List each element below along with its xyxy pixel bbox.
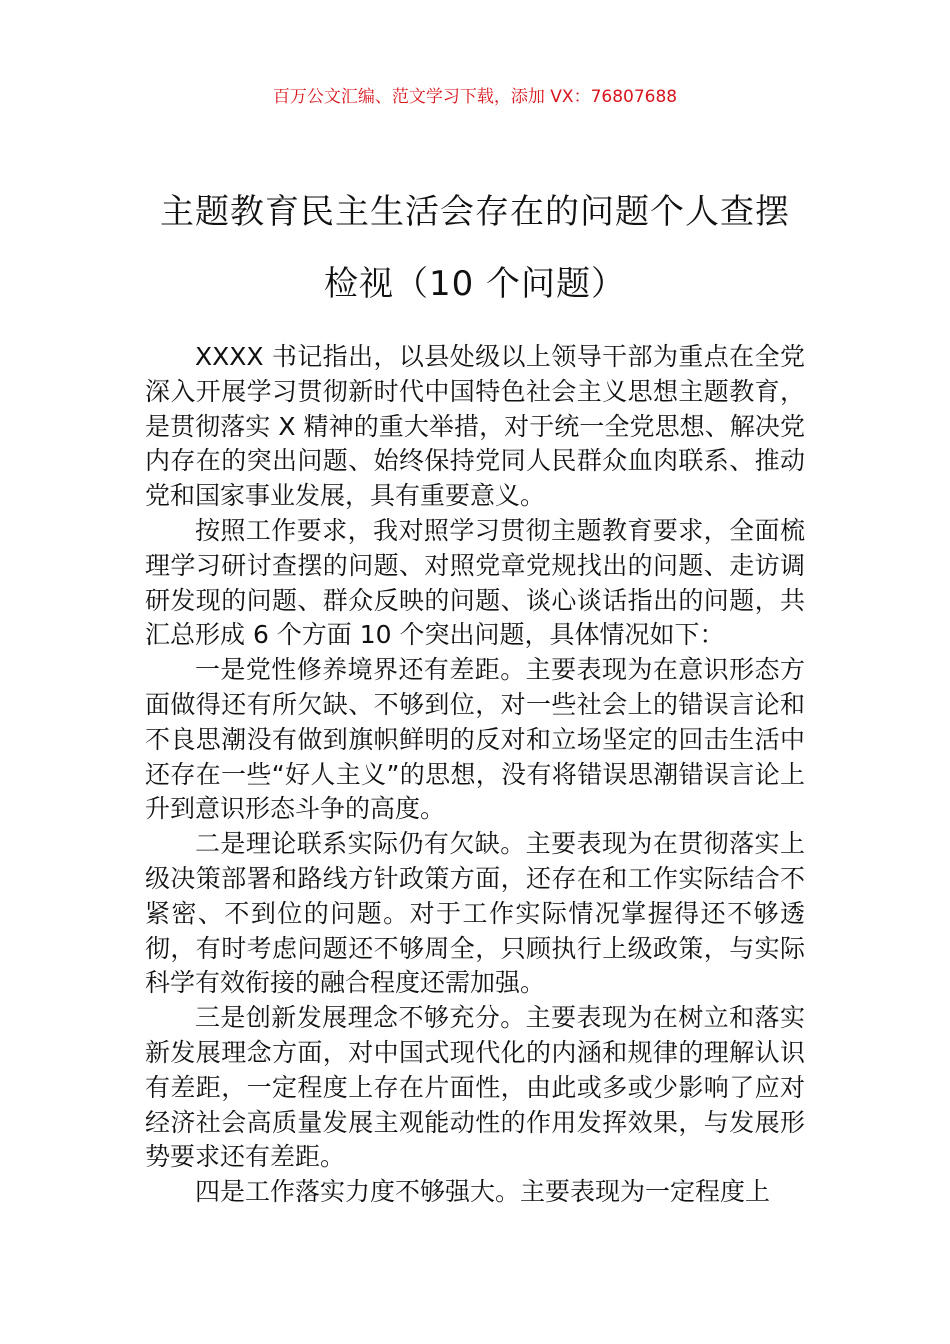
paragraph-issue-4: 四是工作落实力度不够强大。主要表现为一定程度上 <box>195 1177 771 1207</box>
title-line-2: 检视（10 个问题） <box>323 264 627 304</box>
title-line-1: 主题教育民主生活会存在的问题个人查摆 <box>160 192 790 232</box>
document-title <box>120 176 830 320</box>
paragraph-issue-2: 二是理论联系实际仍有欠缺。主要表现为在贯彻落实上级决策部署和路线方针政策方面，还存在和工作实际结合不紧密、不到位的问题。对于工作实际情况掌握得还不够透彻，有时考虑问题还不够周全，只顾执行上级政策，与实际科学有效衔接的融合程度还需加强。 <box>145 829 805 998</box>
paragraph-issue-1: 一是党性修养境界还有差距。主要表现为在意识形态方面做得还有所欠缺、不够到位，对一些社会上的错误言论和不良思潮没有做到旗帜鲜明的反对和立场坚定的回击生活中还存在一些“好人主义”的思想，没有将错误思潮错误言论上升到意识形态斗争的高度。 <box>145 655 805 824</box>
paragraph-issue-3: 三是创新发展理念不够充分。主要表现为在树立和落实新发展理念方面，对中国式现代化的内涵和规律的理解认识有差距，一定程度上存在片面性，由此或多或少影响了应对经济社会高质量发展主观能动性的作用发挥效果，与发展形势要求还有差距。 <box>145 1003 805 1172</box>
document-body <box>145 340 805 1210</box>
paragraph-overview: 按照工作要求，我对照学习贯彻主题教育要求，全面梳理学习研讨查摆的问题、对照党章党规找出的问题、走访调研发现的问题、群众反映的问题、谈心谈话指出的问题，共汇总形成 6 个方面 10 个突出问题，具体情况如下： <box>145 515 805 650</box>
header-watermark-note: 百万公文汇编、范文学习下载，添加 VX：76807688 <box>272 87 678 107</box>
paragraph-intro: XXXX 书记指出，以县处级以上领导干部为重点在全党深入开展学习贯彻新时代中国特色社会主义思想主题教育，是贯彻落实 X 精神的重大举措，对于统一全党思想、解决党内存在的突出问题、始终保持党同人民群众血肉联系、推动党和国家事业发展，具有重要意义。 <box>145 342 805 511</box>
